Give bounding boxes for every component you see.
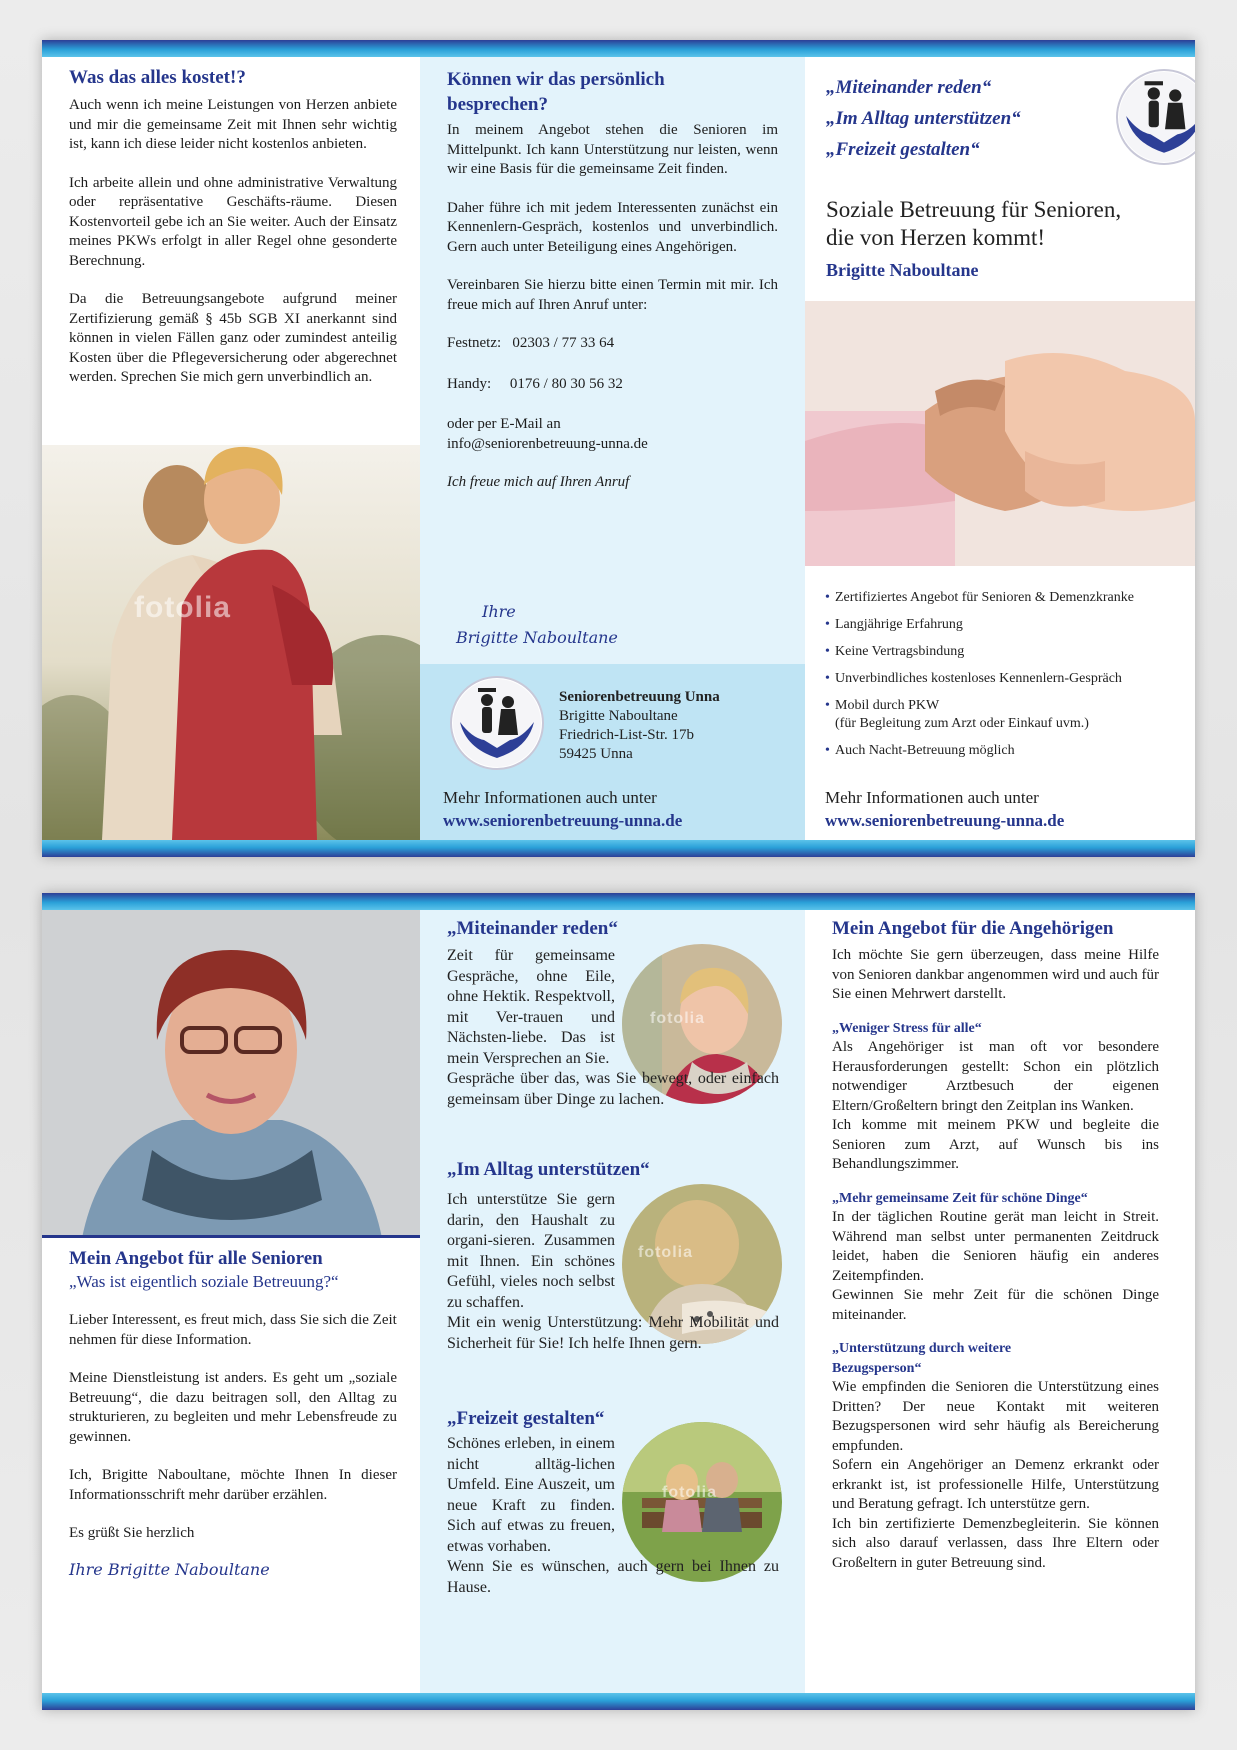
address-box xyxy=(420,664,805,840)
email-block xyxy=(447,415,778,454)
address-city: 59425 Unna xyxy=(559,746,633,762)
support-text-1: Ich unterstütze Sie gern darin, den Haushalt zu organi-sieren. Zusammen mit Ihnen. Ein schönes Gefühl, vieles noch selbst zu schaffen. xyxy=(447,1191,615,1311)
email-intro: oder per E-Mail an xyxy=(447,416,561,432)
top-band xyxy=(42,893,1195,910)
stress-text-2: Ich komme mit meinem PKW und begleite die Senioren zum Arzt, auf Wunsch bis ins Behandlungszimmer. xyxy=(832,1117,1159,1172)
talk-text-2: Gespräche über das, was Sie bewegt, oder einfach gemeinsam über Dinge zu lachen. xyxy=(447,1070,779,1108)
letter-para-3: Ich, Brigitte Naboultane, möchte Ihnen In dieser Informationsschrift mehr darüber erzählen. xyxy=(69,1467,397,1503)
care-logo-icon xyxy=(1116,69,1195,165)
address-name: Brigitte Naboultane xyxy=(559,708,678,724)
brochure-inside xyxy=(42,893,1195,1710)
hug-illustration xyxy=(42,445,420,840)
letter-para-1: Lieber Interessent, es freut mich, dass Sie sich die Zeit nehmen für diese Information. xyxy=(69,1312,397,1348)
relatives-intro: Ich möchte Sie gern überzeugen, dass meine Hilfe von Senioren dankbar angenommen wird und auch für Sie einen Mehrwert darstellt. xyxy=(832,947,1159,1002)
fotolia-watermark: fotolia xyxy=(662,1484,717,1501)
hug-photo xyxy=(42,445,420,840)
feature-item: • Zertifiziertes Angebot für Senioren & Demenzkranke xyxy=(825,589,1185,607)
phone-number[interactable]: 02303 / 77 33 64 xyxy=(512,335,615,351)
more-info-text: Mehr Informationen auch unter xyxy=(443,788,657,807)
website-link[interactable]: www.seniorenbetreuung-unna.de xyxy=(443,811,683,830)
cover-panel xyxy=(805,57,1195,840)
address xyxy=(559,688,720,764)
fotolia-watermark: fotolia xyxy=(134,591,231,624)
support-person-text-3: Ich bin zertifizierte Demenzbegleiterin. Sie können sich also darauf verlassen, dass Ihre Eltern oder Großeltern in guter Betreuung sind. xyxy=(832,1515,1159,1571)
relatives-panel xyxy=(805,910,1195,1693)
slogan-3: „Freizeit gestalten“ xyxy=(826,139,980,160)
contact-title: Können wir das persönlich besprechen? xyxy=(447,69,665,115)
service-title-leisure: „Freizeit gestalten“ xyxy=(447,1408,605,1429)
costs-text xyxy=(69,96,397,407)
support-person-text-2: Sofern ein Angehöriger an Demenz erkrankt oder erkrankt ist, ist professionelle Hilfe, Unterstützung und Beratung gefragt. Ich unterstütze gern. xyxy=(832,1457,1159,1512)
seniors-offer-panel xyxy=(42,910,420,1693)
company-name: Seniorenbetreuung Unna xyxy=(559,689,720,705)
time-title: „Mehr gemeinsame Zeit für schöne Dinge“ xyxy=(832,1190,1088,1206)
time-text: In der täglichen Routine gerät man leicht in Streit. Während man selbst unter permanenten Zeitdruck leidet, haben die Senioren häufig ein anderes Zeitempfinden. xyxy=(832,1209,1159,1284)
more-info-text: Mehr Informationen auch unter xyxy=(825,788,1039,807)
top-band xyxy=(42,40,1195,57)
phone-line xyxy=(447,334,778,354)
costs-para-2: Ich arbeite allein und ohne administrative Verwaltung oder repräsentative Geschäfts-räume. Diesen Kostenvorteil gebe ich an Sie weiter. Auch der Einsatz meines PKWs erfolgt in aller Regel ohne gesonderte Berechnung. xyxy=(69,174,397,269)
bottom-band xyxy=(42,1693,1195,1710)
photo-underline xyxy=(42,1235,420,1238)
features-list xyxy=(825,589,1185,769)
headline xyxy=(826,196,1121,252)
closing-line: Ich freue mich auf Ihren Anruf xyxy=(447,474,630,490)
service-title-talk: „Miteinander reden“ xyxy=(447,918,618,939)
support-person-title: „Unterstützung durch weitere Bezugsperson“ xyxy=(832,1341,1012,1376)
support-person-text: Wie empfinden die Senioren die Unterstützung eines Dritten? Der neue Kontakt mit weiteren Bezugspersonen wird sehr häufig als Bereicherung empfunden. xyxy=(832,1379,1159,1454)
email-link[interactable]: info@seniorenbetreuung-unna.de xyxy=(447,435,648,452)
phone-label: Festnetz: xyxy=(447,335,502,351)
website-link[interactable]: www.seniorenbetreuung-unna.de xyxy=(825,811,1065,830)
leisure-text-1: Schönes erleben, in einem nicht alltäg-lichen Umfeld. Eine Auszeit, um neue Kraft zu finden. Sich auf etwas zu freuen, etwas vorhaben. xyxy=(447,1435,615,1555)
costs-para-3: Da die Betreuungsangebote aufgrund meiner Zertifizierung gemäß § 45b SGB XI anerkannt sind können in vielen Fällen ganz oder zumindest anteilig Kosten über die Pflegeversicherung oder abgerechnet werden. Sprechen Sie mich gern unverbindlich an. xyxy=(69,291,397,385)
relatives-text xyxy=(832,946,1159,1573)
feature-item: • Auch Nacht-Betreuung möglich xyxy=(825,742,1185,760)
seniors-offer-subtitle: „Was ist eigentlich soziale Betreuung?“ xyxy=(69,1272,339,1291)
service-text-leisure xyxy=(447,1434,779,1598)
time-text-2: Gewinnen Sie mehr Zeit für die schönen Dinge miteinander. xyxy=(832,1287,1159,1323)
mobile-line xyxy=(447,375,778,395)
signature: Ihre Brigitte Naboultane xyxy=(69,1560,270,1579)
costs-title: Was das alles kostet!? xyxy=(69,67,246,88)
seniors-offer-title: Mein Angebot für alle Senioren xyxy=(69,1248,323,1269)
relatives-title: Mein Angebot für die Angehörigen xyxy=(832,918,1114,939)
feature-item: • Keine Vertragsbindung xyxy=(825,643,1185,661)
feature-item: • Langjährige Erfahrung xyxy=(825,616,1185,634)
care-logo-icon xyxy=(450,676,544,770)
slogan-1: „Miteinander reden“ xyxy=(826,77,992,98)
feature-item: • Unverbindliches kostenloses Kennenlern-Gespräch xyxy=(825,670,1185,688)
stress-text: Als Angehöriger ist man oft vor besondere Herausforderungen gestellt: Schon ein plötzlich notwendiger Arztbesuch der eigenen Eltern/Großeltern bringt den Zeitplan ins Wanken. xyxy=(832,1039,1159,1114)
slogans xyxy=(826,72,1021,165)
portrait-illustration xyxy=(42,910,420,1238)
mobile-number[interactable]: 0176 / 80 30 56 32 xyxy=(509,375,623,392)
address-street: Friedrich-List-Str. 17b xyxy=(559,727,694,743)
contact-para-3: Vereinbaren Sie hierzu bitte einen Termin mit mir. Ich freue mich auf Ihren Anruf unter: xyxy=(447,277,778,313)
signature-name: Brigitte Naboultane xyxy=(456,628,618,647)
costs-para-1: Auch wenn ich meine Leistungen von Herzen anbiete und mir die gemeinsame Zeit mit Ihnen sehr wichtig ist, kann ich diese leider nicht kostenlos anbieten. xyxy=(69,97,397,152)
brochure-outside xyxy=(42,40,1195,857)
fotolia-watermark: fotolia xyxy=(638,1244,693,1261)
feature-item xyxy=(825,697,1185,733)
feature-item-label: Mobil durch PKW xyxy=(835,698,940,713)
services-panel xyxy=(420,910,805,1693)
stress-title: „Weniger Stress für alle“ xyxy=(832,1020,982,1036)
author-name: Brigitte Naboultane xyxy=(826,260,979,280)
portrait-photo xyxy=(42,910,420,1238)
mobile-label: Handy: xyxy=(447,375,492,392)
fotolia-watermark: fotolia xyxy=(650,1010,705,1027)
service-title-support: „Im Alltag unterstützen“ xyxy=(447,1159,650,1180)
contact-para-2: Daher führe ich mit jedem Interessenten zunächst ein Kennenlern-Gespräch, kostenlos und unverbindlich. Gern auch unter Beteiligung eines Angehörigen. xyxy=(447,199,778,255)
support-text-2: Mit ein wenig Unterstützung: Mehr Mobilität und Sicherheit für Sie! Ich helfe Ihnen gern. xyxy=(447,1314,779,1352)
service-text-talk xyxy=(447,946,779,1110)
contact-para-1: In meinem Angebot stehen die Senioren im Mittelpunkt. Ich kann Unterstützung nur leisten, wenn wir eine Basis für die gemeinsame Zeit finden. xyxy=(447,122,778,177)
signature-ihre: Ihre xyxy=(482,602,516,621)
talk-text-1: Zeit für gemeinsame Gespräche, ohne Eile, ohne Hektik. Respektvoll, mit Ver-trauen und Nächsten-liebe. Das ist mein Versprechen an Sie. xyxy=(447,947,615,1067)
service-text-support xyxy=(447,1190,779,1354)
letter-para-2: Meine Dienstleistung ist anders. Es geht um „soziale Betreuung“, die dazu beitragen soll, den Alltag zu strukturieren, zu begleiten und mehr Lebensfreude zu gewinnen. xyxy=(69,1370,397,1445)
feature-item-note: (für Begleitung zum Arzt oder Einkauf uvm.) xyxy=(835,716,1089,731)
bottom-band xyxy=(42,840,1195,857)
headline-line-2: die von Herzen kommt! xyxy=(826,225,1046,250)
hands-photo xyxy=(805,301,1195,566)
contact-panel xyxy=(420,57,805,840)
holding-hands-illustration xyxy=(805,301,1195,566)
seniors-offer-text xyxy=(69,1311,397,1563)
slogan-2: „Im Alltag unterstützen“ xyxy=(826,108,1021,129)
contact-text xyxy=(447,121,778,512)
costs-panel xyxy=(42,57,420,840)
headline-line-1: Soziale Betreuung für Senioren, xyxy=(826,197,1122,222)
leisure-text-2: Wenn Sie es wünschen, auch gern bei Ihnen zu Hause. xyxy=(447,1558,779,1596)
letter-greeting: Es grüßt Sie herzlich xyxy=(69,1525,195,1541)
